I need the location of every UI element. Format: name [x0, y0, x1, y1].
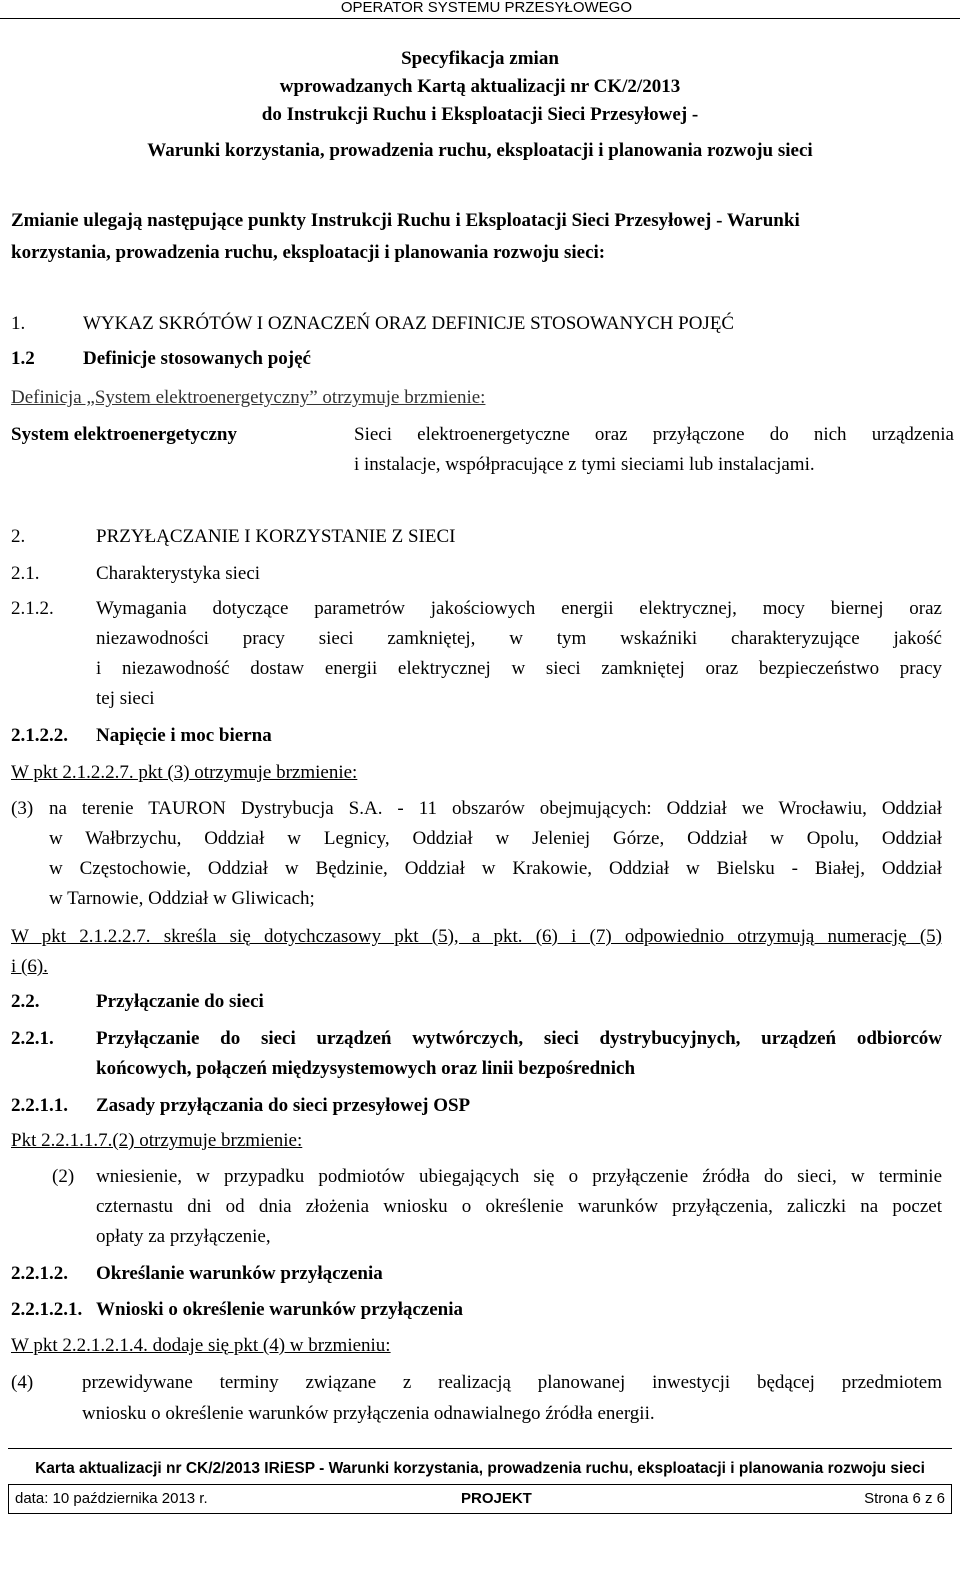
point-3-line-2: w Wałbrzychu, Oddział w Legnicy, Oddział w Jeleniej Górze, Oddział w Opolu, Oddział	[49, 828, 942, 849]
point-3-line-3: w Częstochowie, Oddział w Będzinie, Oddział w Krakowie, Oddział w Bielsku - Białej, Oddział	[49, 858, 942, 879]
section-2-2-1-2-number: 2.2.1.2.	[11, 1263, 68, 1284]
point-4-number: (4)	[11, 1372, 34, 1393]
point-2-line-1: wniesienie, w przypadku podmiotów ubiegających się o przyłączenie źródła do sieci, w terminie	[96, 1166, 942, 1187]
section-2-2-1-1-number: 2.2.1.1.	[11, 1095, 68, 1116]
section-2-2-number: 2.2.	[11, 991, 40, 1012]
point-2-number: (2)	[52, 1166, 75, 1187]
section-2-1-title: Charakterystyka sieci	[96, 563, 261, 584]
footer-divider	[8, 1448, 952, 1449]
point-2-line-3: opłaty za przyłączenie,	[96, 1226, 271, 1247]
section-2-1-2-number: 2.1.2.	[11, 598, 54, 619]
section-1-2-number: 1.2	[11, 348, 35, 369]
intro-line-1: Zmianie ulegają następujące punkty Instrukcji Ruchu i Eksploatacji Sieci Przesyłowej - Warunki	[11, 210, 800, 231]
footer-status: PROJEKT	[461, 1490, 532, 1507]
section-2-title: PRZYŁĄCZANIE I KORZYSTANIE Z SIECI	[96, 526, 456, 547]
section-1-number: 1.	[11, 313, 26, 334]
amendment-2-line-1: W pkt 2.1.2.2.7. skreśla się dotychczasowy pkt (5), a pkt. (6) i (7) odpowiednio otrzymują numerację (5)	[11, 926, 942, 947]
section-2-1-2-line-4: tej sieci	[96, 688, 155, 709]
doc-title-line-3: do Instrukcji Ruchu i Eksploatacji Sieci Przesyłowej -	[261, 104, 699, 125]
section-2-1-number: 2.1.	[11, 563, 40, 584]
section-2-1-2-2-number: 2.1.2.2.	[11, 725, 68, 746]
section-2-2-1-2-title: Określanie warunków przyłączenia	[96, 1263, 383, 1284]
section-2-2-1-1-title: Zasady przyłączania do sieci przesyłowej OSP	[96, 1095, 471, 1116]
header-org: OPERATOR SYSTEMU PRZESYŁOWEGO	[340, 0, 632, 16]
definition-text-line-2: i instalacje, współpracujące z tymi sieciami lub instalacjami.	[354, 454, 815, 475]
section-2-1-2-line-3: i niezawodność dostaw energii elektrycznej w sieci zamkniętej oraz bezpieczeństwo pracy	[96, 658, 942, 679]
footer-title: Karta aktualizacji nr CK/2/2013 IRiESP - Warunki korzystania, prowadzenia ruchu, eksploatacji i planowania rozwoju sieci	[35, 1460, 925, 1477]
section-2-2-1-number: 2.2.1.	[11, 1028, 54, 1049]
intro-line-2: korzystania, prowadzenia ruchu, eksploatacji i planowania rozwoju sieci:	[11, 242, 606, 263]
point-4-line-1: przewidywane terminy związane z realizacją planowanej inwestycji będącej przedmiotem	[82, 1372, 942, 1393]
page-header	[0, 0, 960, 19]
definition-intro: Definicja „System elektroenergetyczny” otrzymuje brzmienie:	[11, 387, 486, 408]
section-1-2-title: Definicje stosowanych pojęć	[83, 348, 311, 369]
footer-date: data: 10 października 2013 r.	[15, 1490, 208, 1507]
section-2-2-1-2-1-number: 2.2.1.2.1.	[11, 1299, 83, 1320]
section-2-2-1-line-2: końcowych, połączeń międzysystemowych oraz linii bezpośrednich	[96, 1058, 636, 1079]
doc-title-line-1: Specyfikacja zmian	[401, 48, 559, 69]
section-2-2-1-line-1: Przyłączanie do sieci urządzeń wytwórczych, sieci dystrybucyjnych, urządzeń odbiorców	[96, 1028, 942, 1049]
point-2-line-2: czternastu dni od dnia złożenia wniosku o określenie warunków przyłączenia, zaliczki na poczet	[96, 1196, 942, 1217]
section-2-1-2-line-1: Wymagania dotyczące parametrów jakościowych energii elektrycznej, mocy biernej oraz	[96, 598, 942, 619]
definition-term: System elektroenergetyczny	[11, 424, 237, 445]
section-2-1-2-line-2: niezawodności pracy sieci zamkniętej, w tym wskaźniki charakteryzujące jakość	[96, 628, 942, 649]
section-2-2-1-2-1-title: Wnioski o określenie warunków przyłączenia	[96, 1299, 463, 1320]
point-3-line-4: w Tarnowie, Oddział w Gliwicach;	[49, 888, 315, 909]
doc-title-line-2: wprowadzanych Kartą aktualizacji nr CK/2/2013	[279, 76, 681, 97]
amendment-4: W pkt 2.2.1.2.1.4. dodaje się pkt (4) w brzmieniu:	[11, 1335, 391, 1356]
definition-text-line-1: Sieci elektroenergetyczne oraz przyłączone do nich urządzenia	[354, 424, 954, 445]
point-4-line-2: wniosku o określenie warunków przyłączenia odnawialnego źródła energii.	[82, 1403, 655, 1424]
amendment-3: Pkt 2.2.1.1.7.(2) otrzymuje brzmienie:	[11, 1130, 303, 1151]
point-3-number: (3)	[11, 798, 34, 819]
section-2-2-title: Przyłączanie do sieci	[96, 991, 264, 1012]
doc-title-line-4: Warunki korzystania, prowadzenia ruchu, eksploatacji i planowania rozwoju sieci	[147, 140, 813, 161]
section-2-number: 2.	[11, 526, 26, 547]
section-1-title: WYKAZ SKRÓTÓW I OZNACZEŃ ORAZ DEFINICJE STOSOWANYCH POJĘĆ	[83, 313, 735, 334]
footer-info-box	[8, 1484, 952, 1514]
point-3-line-1: na terenie TAURON Dystrybucja S.A. - 11 obszarów obejmujących: Oddział we Wrocławiu, Oddział	[49, 798, 942, 819]
footer-page-number: Strona 6 z 6	[864, 1490, 945, 1507]
amendment-1: W pkt 2.1.2.2.7. pkt (3) otrzymuje brzmienie:	[11, 762, 358, 783]
section-2-1-2-2-title: Napięcie i moc bierna	[96, 725, 272, 746]
amendment-2-line-2: i (6).	[11, 956, 48, 977]
